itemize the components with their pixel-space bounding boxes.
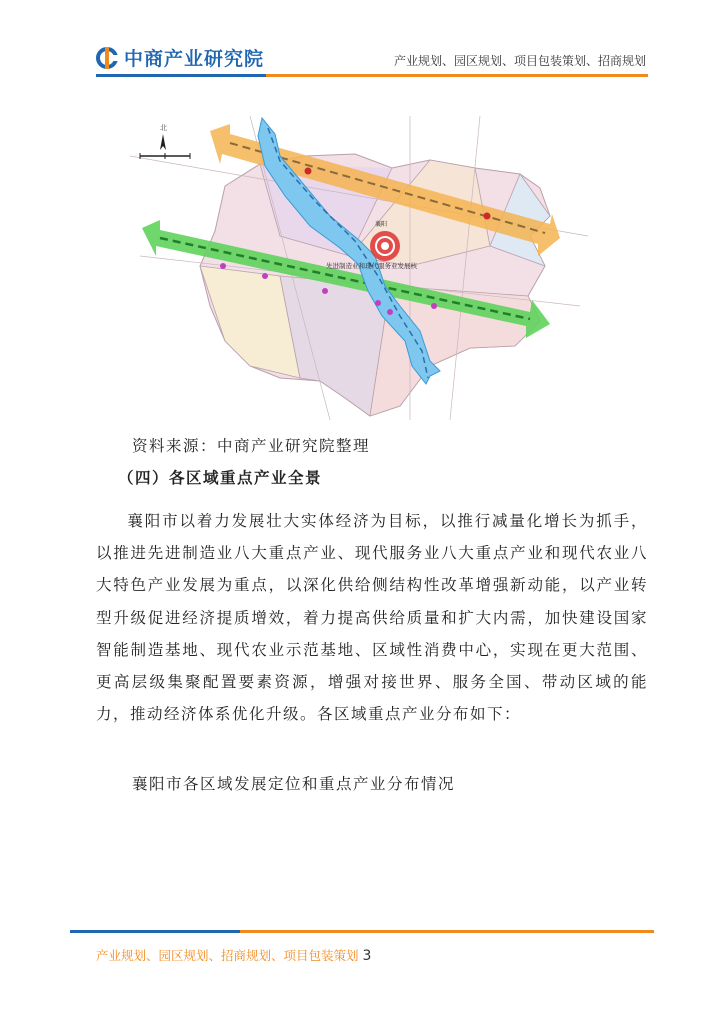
header-tagline: 产业规划、园区规划、项目包装策划、招商规划 [393,54,646,68]
table-caption: 襄阳市各区域发展定位和重点产业分布情况 [132,775,456,793]
logo-icon [96,47,118,69]
svg-text:襄阳: 襄阳 [375,221,388,228]
footer-tagline: 产业规划、园区规划、招商规划、项目包装策划 [96,948,359,963]
figure-source: 资料来源：中商产业研究院整理 [132,437,371,455]
company-logo [96,44,264,71]
body-paragraph [96,505,648,730]
body-text: 襄阳市以着力发展壮大实体经济为目标，以推行减量化增长为抓手，以推进先进制造业八大重点产业、现代服务业八大重点产业和现代农业八大特色产业发展为重点，以深化供给侧结构性改革增强新动能，以产业转型升级促进经济提质增效，着力提高供给质量和扩大内需，加快建设国家智能制造基地、现代农业示范基地、区域性消费中心，实现在更大范围、更高层级集聚配置要素资源，增强对接世界、服务全国、带动区域的能力，推动经济体系优化升级。各区域重点产业分布如下： [96,512,648,724]
page-number: 3 [362,948,372,964]
svg-text:北: 北 [160,124,167,132]
core-label: 先进制造业和现代服务业发展核 [326,262,417,270]
logo-text: 中商产业研究院 [124,48,265,70]
section-title: （四）各区域重点产业全景 [118,469,323,487]
header-divider [96,74,648,77]
footer [96,946,371,964]
regional-development-map [130,116,588,420]
footer-divider [70,930,654,933]
